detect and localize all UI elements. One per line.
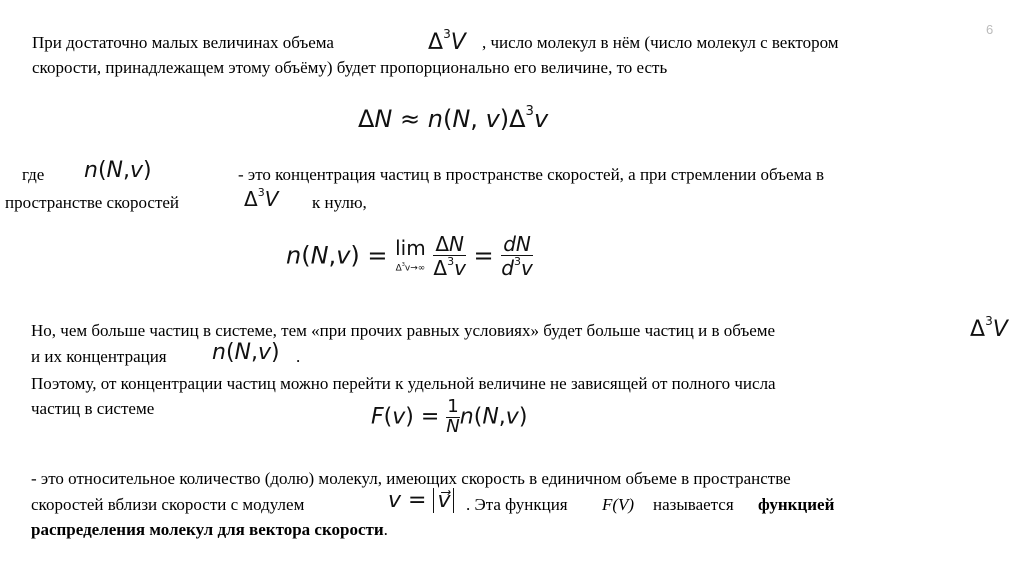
- p4-line3: [31, 519, 388, 541]
- p1-line2: скорости, принадлежащем этому объёму) будет пропорционально его величине, то есть: [32, 58, 668, 77]
- p3-line2-start: и их концентрация: [31, 347, 167, 366]
- formula-f-of-v: F(v) = $\frac{1}{N}$ n(N,v): [371, 396, 528, 437]
- p3-line4: частиц в системе: [31, 399, 155, 418]
- p1-line1-end: , число молекул в нём (число молекул с вектором: [482, 33, 839, 52]
- p4-line2-start: скоростей вблизи скорости с модулем: [31, 495, 305, 514]
- formula-limit-definition: n(N,v) = lim $\Delta^3v\to\infty$ $\frac{\Delta N}{\Delta^3v}$ = $\frac{dN}{d^3v}$: [286, 232, 533, 280]
- formula-delta3v-small: $\Delta^3V$: [244, 186, 279, 211]
- p4-line2-bold: функцией: [758, 495, 835, 514]
- formula-delta3v: $\Delta^3V$: [428, 27, 466, 55]
- p4-line1: - это относительное количество (долю) молекул, имеющих скорость в единичном объеме в пространстве: [31, 469, 791, 488]
- p1-line1-start: При достаточно малых величинах объема: [32, 33, 334, 52]
- slide-number: 6: [986, 22, 994, 37]
- p4-line3-bold: распределения молекул для вектора скорости: [31, 520, 384, 539]
- formula-n-of-nv-inline: n(N,v): [212, 340, 280, 365]
- p4-line2-mid: . Эта функция: [466, 495, 568, 514]
- formula-n-of-nv: n(N,v): [84, 158, 152, 183]
- p2-line1-end: - это концентрация частиц в пространстве скоростей, а при стремлении объема в: [238, 165, 824, 184]
- p3-line1: Но, чем больше частиц в системе, тем «при прочих равных условиях» будет больше частиц и в объеме: [31, 321, 776, 340]
- p4-function-name: F(V): [602, 495, 635, 514]
- formula-delta3v-right: $\Delta^3V$: [970, 314, 1008, 342]
- formula-delta-n-approx: ΔN ≈ n(N, $v)\Delta^3v$: [358, 104, 549, 133]
- p2-line2-start: пространстве скоростей: [5, 193, 180, 212]
- p3-line2-end: .: [296, 347, 301, 366]
- p4-line3-end: .: [383, 520, 388, 539]
- p3-line3: Поэтому, от концентрации частиц можно перейти к удельной величине не зависящей от полного числа: [31, 374, 776, 393]
- formula-v-modulus: v = v⃗: [388, 488, 454, 513]
- p4-line2-called: называется: [653, 495, 734, 514]
- p2-line2-end: к нулю,: [312, 193, 367, 212]
- p2-line1-start: где: [22, 165, 45, 184]
